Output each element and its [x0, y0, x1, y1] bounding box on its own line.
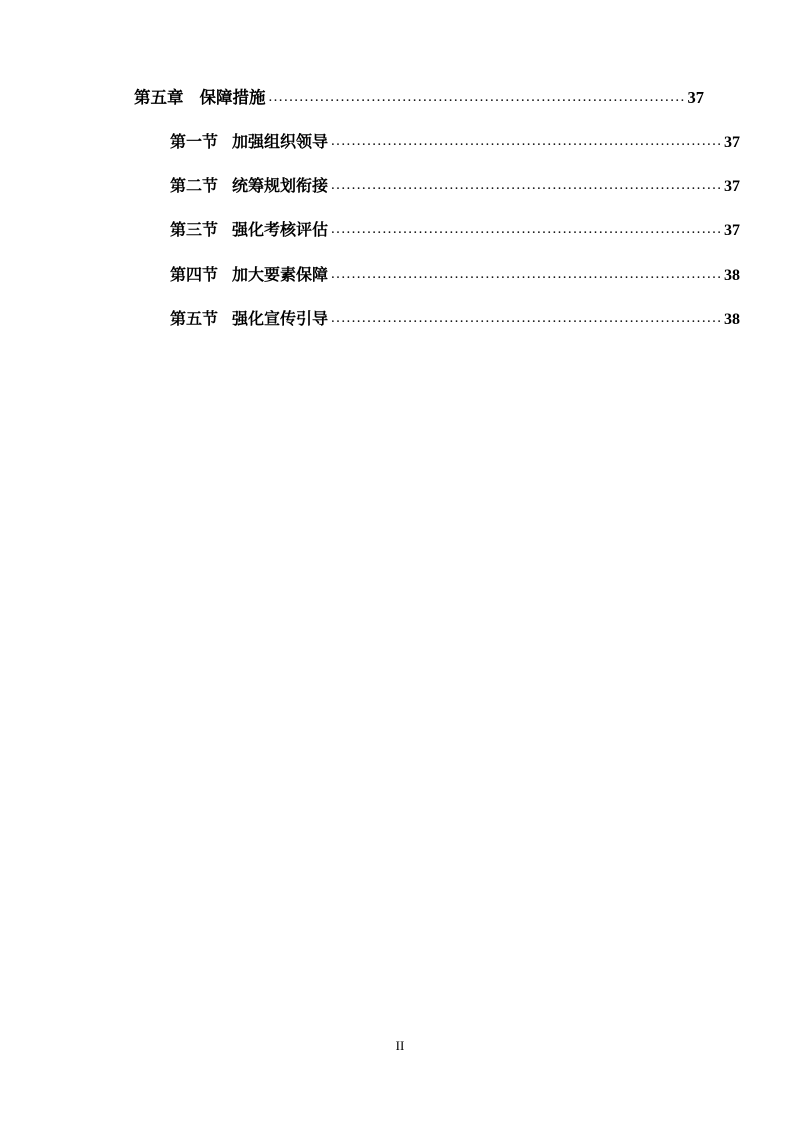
- toc-leader-dots: [331, 309, 722, 327]
- toc-entry-title: 加大要素保障: [232, 266, 329, 284]
- toc-entry-title: 强化考核评估: [232, 222, 329, 240]
- toc-entry-page: 38: [724, 266, 740, 284]
- toc-entry-number: 第二节: [170, 178, 219, 196]
- table-of-contents: [118, 88, 740, 354]
- toc-entry-number: 第四节: [170, 266, 219, 284]
- toc-entry-section-4[interactable]: [118, 266, 740, 285]
- toc-entry-title: 强化宣传引导: [232, 310, 329, 328]
- toc-entry-page: 37: [724, 178, 740, 196]
- toc-entry-page: 37: [724, 222, 740, 240]
- toc-entry-title: 保障措施: [199, 88, 266, 107]
- toc-leader-dots: [269, 88, 686, 106]
- toc-entry-section-1[interactable]: [118, 133, 740, 152]
- toc-entry-section-2[interactable]: [118, 177, 740, 196]
- toc-entry-title: 统筹规划衔接: [232, 178, 329, 196]
- toc-entry-title: 加强组织领导: [232, 134, 329, 151]
- toc-entry-section-3[interactable]: [118, 221, 740, 240]
- toc-entry-chapter-5[interactable]: [118, 88, 704, 108]
- toc-entry-number: 第三节: [170, 222, 219, 240]
- toc-entry-number: 第一节: [170, 134, 219, 151]
- toc-entry-page: 37: [724, 134, 740, 151]
- toc-entry-page: 38: [724, 310, 740, 328]
- toc-entry-page: 37: [687, 88, 704, 107]
- toc-leader-dots: [331, 220, 722, 238]
- toc-entry-number: 第五节: [170, 310, 219, 328]
- toc-leader-dots: [331, 132, 722, 150]
- toc-entry-number: 第五章: [134, 88, 184, 107]
- toc-leader-dots: [331, 176, 722, 194]
- toc-entry-section-5[interactable]: [118, 310, 740, 329]
- toc-leader-dots: [331, 265, 722, 283]
- page-number-footer: II: [395, 1038, 405, 1053]
